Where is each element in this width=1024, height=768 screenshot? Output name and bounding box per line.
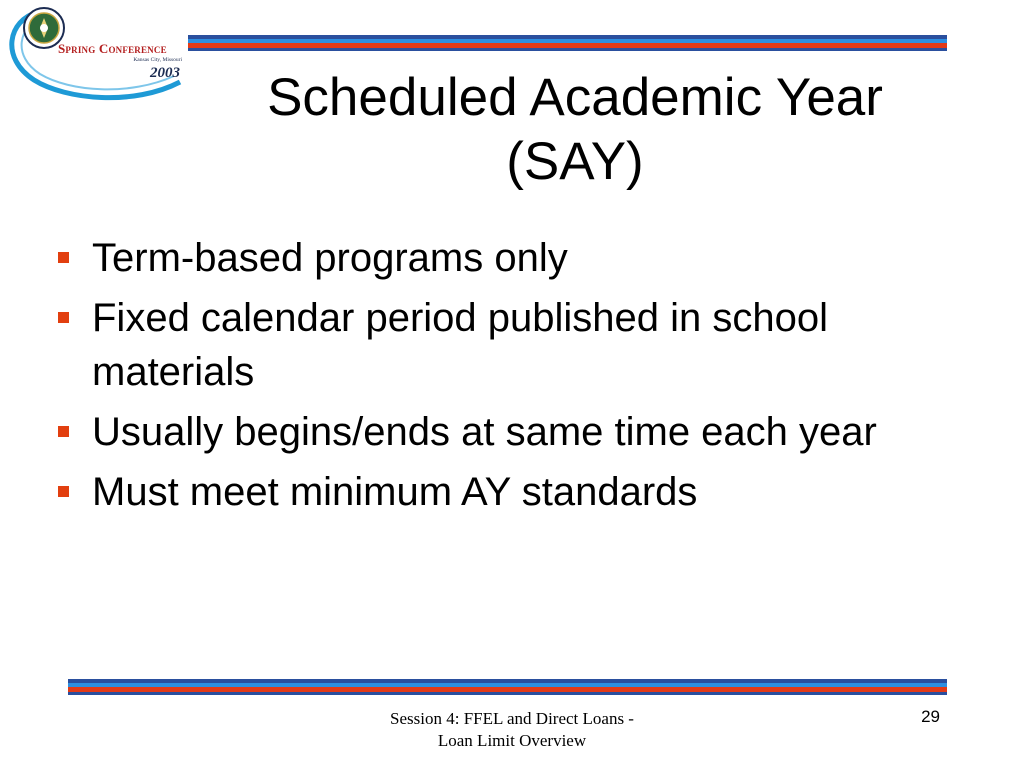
bullet-text: Usually begins/ends at same time each year	[92, 410, 877, 454]
bullet-item	[56, 231, 956, 285]
bullet-item	[56, 465, 956, 519]
bottom-divider-stripe	[68, 679, 947, 695]
bullet-list	[56, 231, 956, 525]
bullet-item	[56, 405, 956, 459]
bullet-square-icon	[58, 252, 69, 263]
bullet-text: Fixed calendar period published in school materials	[92, 296, 829, 394]
footer-line-1: Session 4: FFEL and Direct Loans -	[390, 709, 634, 728]
bullet-item	[56, 291, 956, 399]
logo-conference-name: Spring Conference	[58, 41, 167, 56]
slide-title-line-1: Scheduled Academic Year	[267, 68, 883, 127]
bullet-square-icon	[58, 312, 69, 323]
slide-title	[190, 66, 960, 194]
slide-title-line-2: (SAY)	[506, 132, 644, 191]
bullet-text: Must meet minimum AY standards	[92, 470, 698, 514]
logo-year: 2003	[150, 65, 180, 81]
page-number: 29	[921, 707, 940, 726]
bullet-square-icon	[58, 486, 69, 497]
footer-session-title	[340, 708, 684, 752]
logo-location: Kansas City, Missouri	[133, 57, 182, 63]
footer-line-2: Loan Limit Overview	[437, 731, 587, 750]
conference-logo	[4, 2, 190, 106]
top-divider-stripe	[188, 35, 947, 51]
bullet-square-icon	[58, 426, 69, 437]
bullet-text: Term-based programs only	[92, 236, 568, 280]
